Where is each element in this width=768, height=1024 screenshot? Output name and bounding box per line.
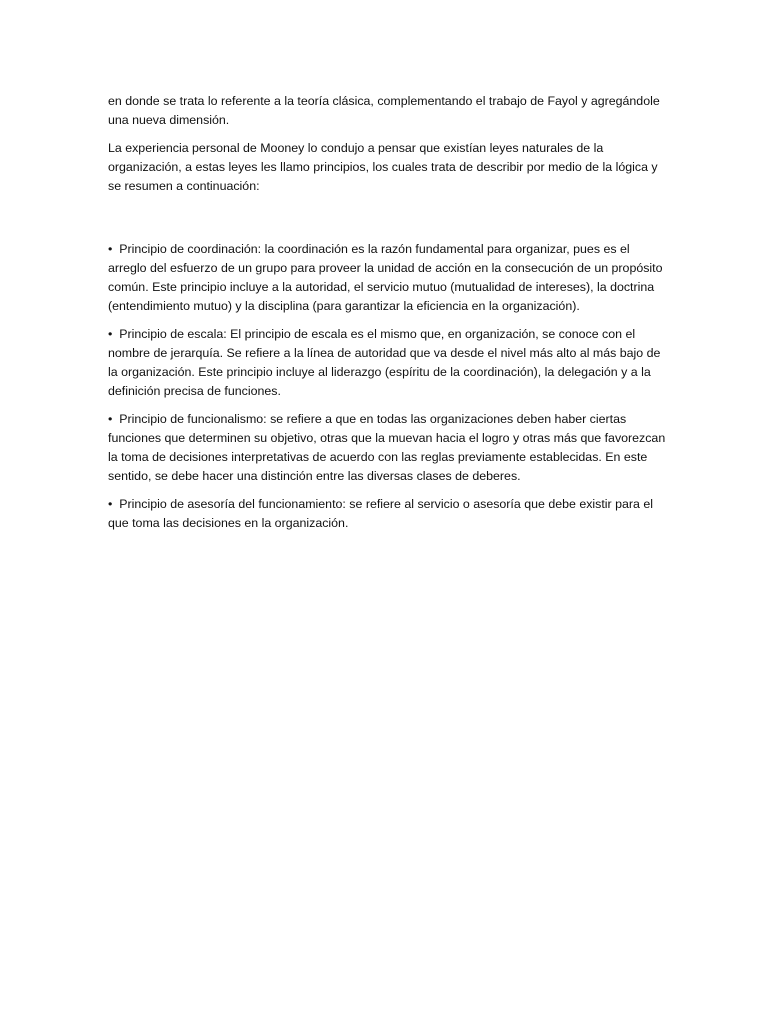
bullet-icon: • xyxy=(108,242,113,256)
bullet-icon: • xyxy=(108,327,113,341)
bullet-text: Principio de coordinación: la coordinación es la razón fundamental para organizar, pues es el arreglo del esfuerzo de un grupo para proveer la unidad de acción en la consecución de un propósito común. Este principio incluye a la autoridad, el servicio mutuo (mutualidad de intereses), la doctrina (entendimiento mutuo) y la disciplina (para garantizar la eficiencia en la organización). xyxy=(108,242,663,313)
bullet-item-asesoria xyxy=(108,495,668,533)
bullet-item-escala xyxy=(108,325,668,401)
intro-paragraph: en donde se trata lo referente a la teoría clásica, complementando el trabajo de Fayol y agregándole una nueva dimensión. xyxy=(108,94,660,127)
bullet-text: Principio de asesoría del funcionamiento: se refiere al servicio o asesoría que debe existir para el que toma las decisiones en la organización. xyxy=(108,497,654,530)
bullet-icon: • xyxy=(108,412,113,426)
bullet-icon: • xyxy=(108,497,113,511)
bullet-text: Principio de funcionalismo: se refiere a que en todas las organizaciones deben haber ciertas funciones que determinen su objetivo, otras que la muevan hacia el logro y otras más que favorezcan la toma de decisiones interpretativas de acuerdo con las reglas previamente establecidas. En este sentido, se debe hacer una distinción entre las diversas clases de deberes. xyxy=(108,412,666,483)
mooney-paragraph: La experiencia personal de Mooney lo condujo a pensar que existían leyes naturales de la organización, a estas leyes les llamo principios, los cuales trata de describir por medio de la lógica y se resumen a continuación: xyxy=(108,141,658,193)
bullet-item-coordinacion xyxy=(108,240,668,316)
bullet-item-funcionalismo xyxy=(108,410,668,486)
bullet-text: Principio de escala: El principio de escala es el mismo que, en organización, se conoce con el nombre de jerarquía. Se refiere a la línea de autoridad que va desde el nivel más alto al más bajo de la organización. Este principio incluye al liderazgo (espíritu de la coordinación), la delegación y a la definición precisa de funciones. xyxy=(108,327,661,398)
document-body xyxy=(108,92,668,542)
